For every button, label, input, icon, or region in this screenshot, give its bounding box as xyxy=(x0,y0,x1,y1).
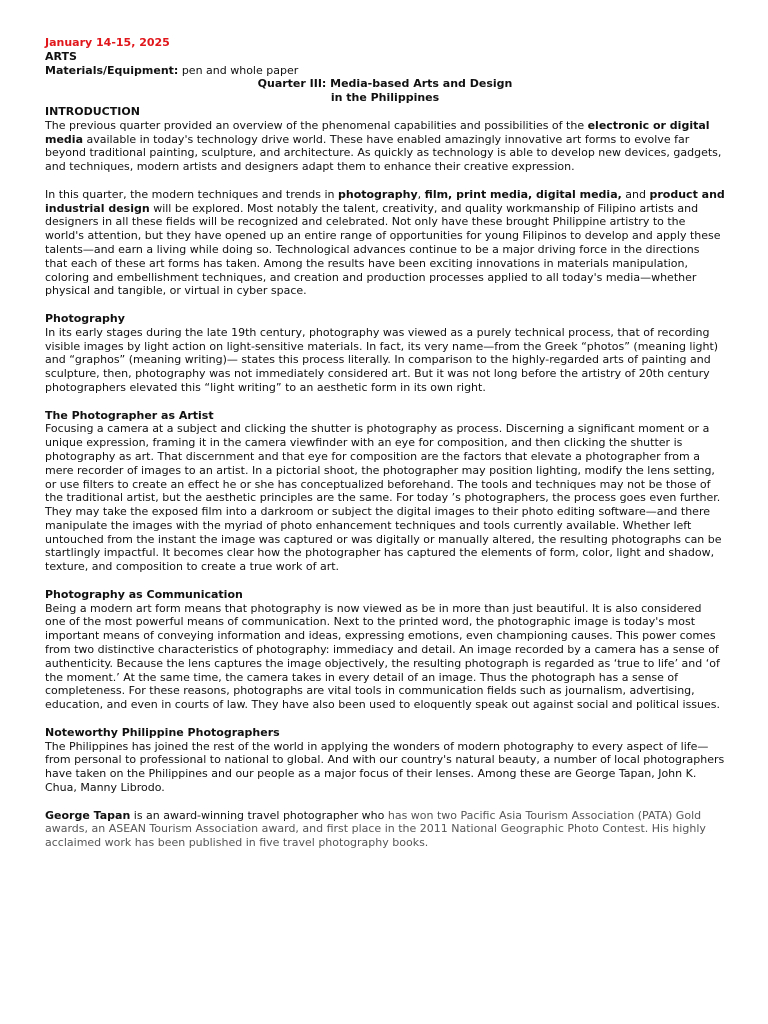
quarter-title-line2: in the Philippines xyxy=(330,91,440,105)
materials-label: Materials/Equipment: xyxy=(45,63,179,77)
intro-p2-sep-2: and xyxy=(621,187,650,201)
intro-p2-bold-1: photography xyxy=(337,187,418,201)
intro-p1-text-a: The previous quarter provided an overview of the phenomenal capabilities and possibilities of the xyxy=(45,118,588,132)
george-tapan-paragraph xyxy=(45,809,725,850)
noteworthy-photographers-heading: Noteworthy Philippine Photographers xyxy=(45,725,280,739)
intro-p1-text-b: available in today's technology drive world. These have enabled amazingly innovative art forms to evolve far beyond traditional painting, sculpture, and architecture. As quickly as technology is able to develop new devices, gadgets, and techniques, modern artists and designers adapt them to enhance their creative expression. xyxy=(45,132,722,174)
quarter-title-line1: Quarter III: Media-based Arts and Design xyxy=(257,77,513,91)
intro-p2-text-a: In this quarter, the modern techniques and trends in xyxy=(45,187,338,201)
george-tapan-name: George Tapan xyxy=(45,808,131,822)
lesson-date: January 14-15, 2025 xyxy=(45,36,170,49)
george-tapan-details: has won two Pacific Asia Tourism Association (PATA) Gold awards, an ASEAN Tourism Association award, and first place in the 2011 National Geographic Photo Contest. His highly acclaimed work has been published in five travel photography books. xyxy=(45,808,706,850)
photography-as-communication-paragraph: Being a modern art form means that photography is now viewed as be in more than just beautiful. It is also considered one of the most powerful means of communication. Next to the printed word, the photographic image is today's most important means of conveying information and ideas, expressing emotions, even championing causes. This power comes from two distinctive characteristics of photography: immediacy and detail. An image recorded by a camera has a sense of authenticity. Because the lens captures the image objectively, the resulting photograph is regarded as ‘true to life’ and ‘of the moment.’ At the same time, the camera takes in every detail of an image. Thus the photograph has a sense of completeness. For these reasons, photographs are vital tools in communication fields such as journalism, advertising, education, and even in courts of law. They have also been used to eloquently speak out against social and political issues. xyxy=(45,601,720,712)
introduction-heading: INTRODUCTION xyxy=(45,104,140,118)
spacer xyxy=(45,712,725,726)
photography-heading: Photography xyxy=(45,311,125,325)
spacer xyxy=(45,395,725,409)
introduction-paragraph-1 xyxy=(45,119,725,174)
intro-p2-sep-1: , xyxy=(417,187,425,201)
intro-p2-text-c: will be explored. Most notably the talent, creativity, and quality workmanship of Filipino artists and designers in all these fields will be recognized and celebrated. Not only have these brought Philippine artistry to the world's attention, but they have opened up an entire range of opportunities for young Filipinos to develop and apply these talents—and earn a living while doing so. Technological advances continue to be a major driving force in the directions that each of these art forms has taken. Among the results have been exciting innovations in materials manipulation, coloring and embellishment techniques, and creation and production processes applied to all today's media—whether physical and tangible, or virtual in cyber space. xyxy=(45,201,721,298)
photographer-as-artist-heading: The Photographer as Artist xyxy=(45,408,214,422)
introduction-paragraph-2 xyxy=(45,188,725,298)
noteworthy-photographers-paragraph: The Philippines has joined the rest of the world in applying the wonders of modern photography to every aspect of life—from personal to professional to national to global. And with our country's natural beauty, a number of local photographers have taken on the Philippines and our people as a major focus of their lenses. Among these are George Tapan, John K. Chua, Manny Librodo. xyxy=(45,739,725,795)
intro-p1-bold: electronic or digital media xyxy=(45,118,710,146)
george-tapan-intro: is an award-winning travel photographer who xyxy=(130,808,388,822)
document-page xyxy=(45,36,725,850)
subject-label: ARTS xyxy=(45,49,77,63)
spacer xyxy=(45,174,725,188)
photography-as-communication-heading: Photography as Communication xyxy=(45,587,243,601)
spacer xyxy=(45,574,725,588)
spacer xyxy=(45,795,725,809)
materials-value: pen and whole paper xyxy=(178,63,299,77)
photography-paragraph: In its early stages during the late 19th century, photography was viewed as a purely technical process, that of recording visible images by light action on light-sensitive materials. In fact, its very name—from the Greek “photos” (meaning light) and “graphos” (meaning writing)— states this process literally. In comparison to the highly-regarded arts of painting and sculpture, then, photography was not immediately considered art. But it was not long before the artistry of 20th century photographers elevated this “light writing” to an aesthetic form in its own right. xyxy=(45,325,719,394)
spacer xyxy=(45,298,725,312)
intro-p2-bold-3: product and industrial design xyxy=(45,187,725,215)
photographer-as-artist-paragraph: Focusing a camera at a subject and clicking the shutter is photography as process. Discerning a significant moment or a unique expression, framing it in the camera viewfinder with an eye for composition, and then clicking the shutter is photography as art. That discernment and that eye for composition are the factors that elevate a photographer from a mere recorder of images to an artist. In a pictorial shoot, the photographer may position lighting, modify the lens setting, or use filters to create an effect he or she has conceptualized beforehand. The tools and techniques may not be those of the traditional artist, but the aesthetic principles are the same. For today ’s photographers, the process goes even further. They may take the exposed film into a darkroom or subject the digital images to their photo editing software—and there manipulate the images with the myriad of photo enhancement techniques and tools currently available. Whether left untouched from the instant the image was captured or was digitally or manually altered, the resulting photographs can be startlingly impactful. It becomes clear how the photographer has captured the elements of form, color, light and shadow, texture, and composition to create a true work of art. xyxy=(45,422,722,574)
intro-p2-bold-2: film, print media, digital media, xyxy=(424,187,622,201)
materials-line xyxy=(45,64,725,78)
